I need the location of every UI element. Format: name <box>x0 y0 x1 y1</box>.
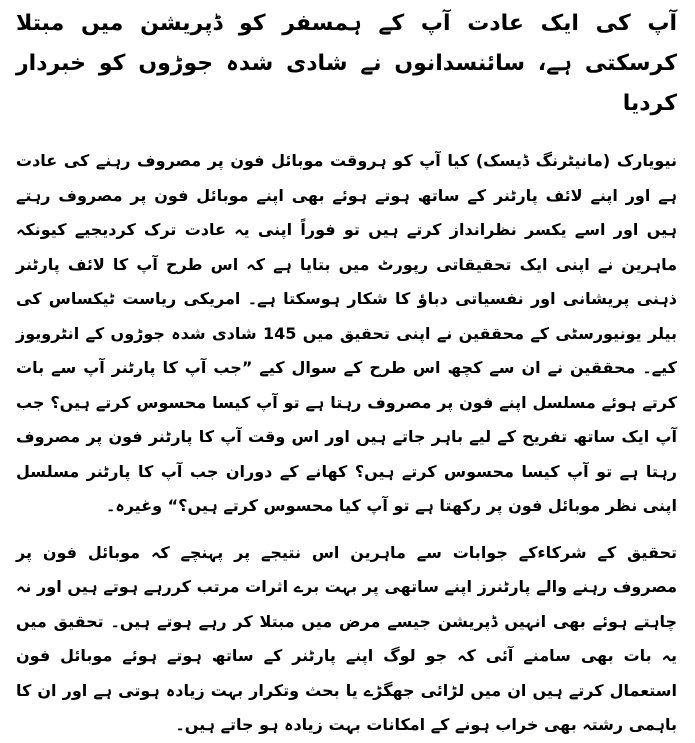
article-headline: آپ کی ایک عادت آپ کے ہمسفر کو ڈپریشن میں مبتلا کرسکتی ہے، سائنسدانوں نے شادی شدہ جوڑوں کو خبردار کردیا <box>16 11 677 116</box>
article-paragraph-1: نیویارک (مانیٹرنگ ڈیسک) کیا آپ کو ہروقت موبائل فون پر مصروف رہنے کی عادت ہے اور اپنے لائف پارٹنر کے ساتھ ہوتے ہوئے بھی اپنے موبائل فون پر مصروف رہتے ہیں اور اسے یکسر نظرانداز کرتے ہیں تو فوراً اپنی یہ عادت ترک کردیجیے کیونکہ ماہرین نے اپنی ایک تحقیقاتی رپورٹ میں بتایا ہے کہ اس طرح آپ کا لائف پارٹنر ذہنی پریشانی اور نفسیاتی دباﺅ کا شکار ہوسکتا ہے۔ امریکی ریاست ٹیکساس کی بیلر یونیورسٹی کے محققین نے اپنی تحقیق میں 145 شادی شدہ جوڑوں کے انٹرویوز کیے۔ محققین نے ان سے کچھ اس طرح کے سوال کیے ”جب آپ کا پارٹنر آپ سے بات کرتے ہوئے مسلسل اپنے فون پر مصروف رہتا ہے تو آپ کیسا محسوس کرتے ہیں؟ جب آپ ایک ساتھ تفریح کے لیے باہر جاتے ہیں اور اس وقت آپ کا پارٹنر فون پر مصروف رہتا ہے تو آپ کیسا محسوس کرتے ہیں؟ کھانے کے دوران جب آپ کا پارٹنر مسلسل اپنی نظر موبائل فون پر رکھتا ہے تو آپ کیا محسوس کرتے ہیں؟“ وغیرہ۔ <box>16 151 678 515</box>
article-paragraph-2: تحقیق کے شرکاءکے جوابات سے ماہرین اس نتیجے پر پہنچے کہ موبائل فون پر مصروف رہنے والے پارٹنرز اپنے ساتھی پر بہت برے اثرات مرتب کررہے ہوتے ہیں اور نہ چاہتے ہوئے بھی انہیں ڈپریشن جیسے مرض میں مبتلا کر رہے ہوتے ہیں۔ تحقیق میں یہ بات بھی سامنے آئی کہ جو لوگ اپنے پارٹنر کے ساتھ ہوتے ہوئے موبائل فون استعمال کرتے ہیں ان میں لڑائی جھگڑے یا بحث وتکرار بہت زیادہ ہوتی ہے اور ان کا باہمی رشتہ بھی خراب ہونے کے امکانات بہت زیادہ ہو جاتے ہیں۔ <box>16 542 677 734</box>
